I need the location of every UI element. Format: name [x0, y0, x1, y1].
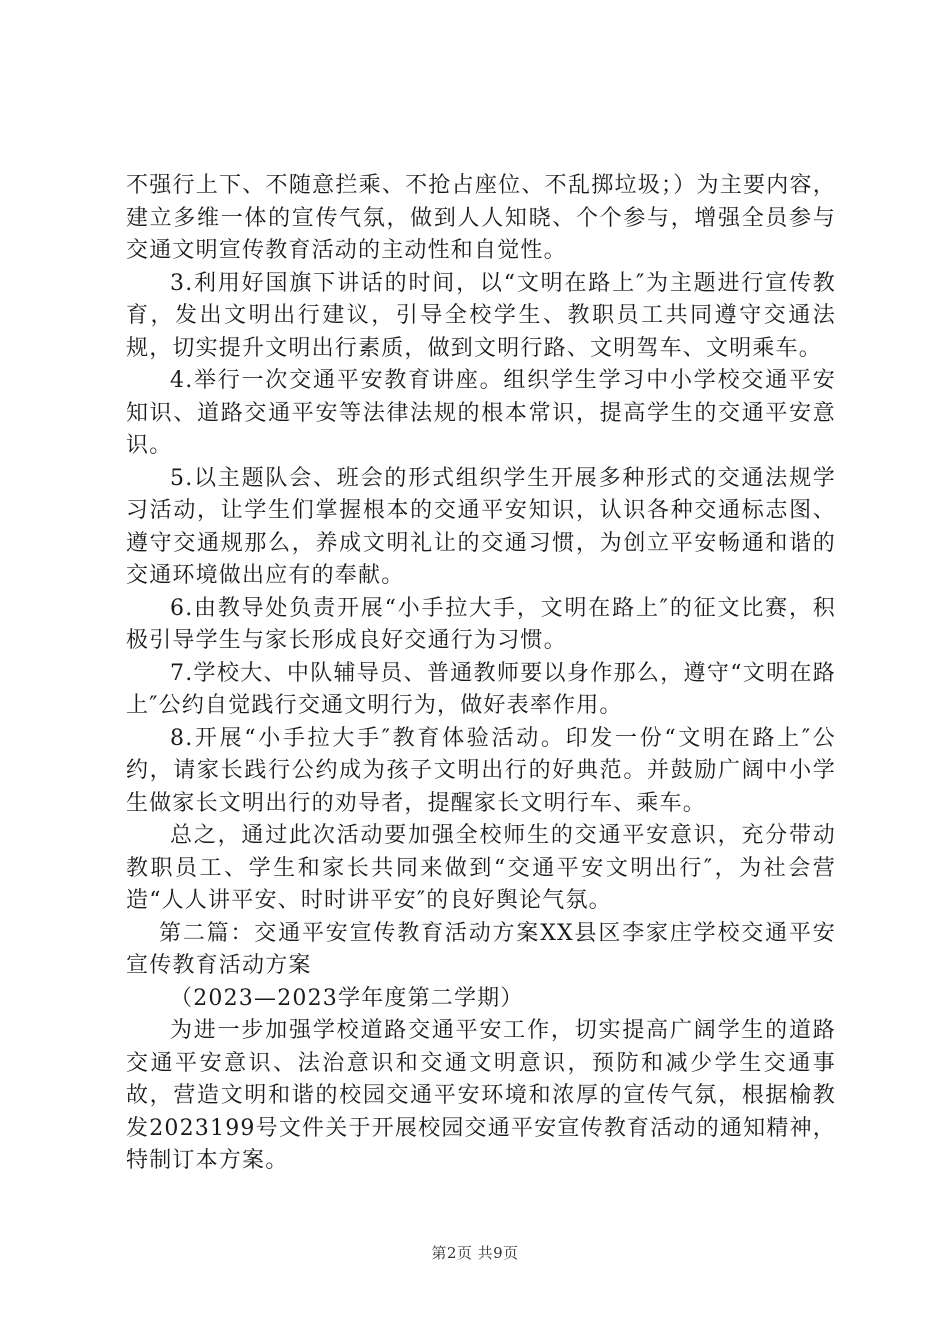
document-body	[126, 170, 836, 1178]
paragraph-intro: 为进一步加强学校道路交通平安工作，切实提高广阔学生的道路交通平安意识、法治意识和交通文明意识，预防和减少学生交通事故，营造文明和谐的校园交通平安环境和浓厚的宣传气氛，根据榆教发2023199号文件关于开展校园交通平安宣传教育活动的通知精神，特制订本方案。	[126, 1018, 836, 1173]
paragraph-item-3: 3.利用好国旗下讲话的时间，以“文明在路上″为主题进行宣传教育，发出文明出行建议，引导全校学生、教职员工共同遵守交通法规，切实提升文明出行素质，做到文明行路、文明驾车、文明乘车。	[126, 270, 836, 361]
paragraph-item-4: 4.举行一次交通平安教育讲座。组织学生学习中小学校交通平安知识、道路交通平安等法律法规的根本常识，提高学生的交通平安意识。	[126, 368, 836, 458]
paragraph-continuation: 不强行上下、不随意拦乘、不抢占座位、不乱掷垃圾；）为主要内容，建立多维一体的宣传气氛，做到人人知晓、个个参与，增强全员参与交通文明宣传教育活动的主动性和自觉性。	[126, 173, 836, 263]
section-heading: 第二篇：交通平安宣传教育活动方案XX县区李家庄学校交通平安宣传教育活动方案	[126, 920, 836, 978]
paragraph-summary: 总之，通过此次活动要加强全校师生的交通平安意识，充分带动教职员工、学生和家长共同来做到“交通平安文明出行″，为社会营造“人人讲平安、时时讲平安″的良好舆论气氛。	[126, 823, 836, 913]
paragraph-item-7: 7.学校大、中队辅导员、普通教师要以身作那么，遵守“文明在路上″公约自觉践行交通文明行为，做好表率作用。	[126, 660, 836, 718]
paragraph-item-6: 6.由教导处负责开展“小手拉大手，文明在路上″的征文比赛，积极引导学生与家长形成良好交通行为习惯。	[126, 595, 836, 653]
paragraph-item-5: 5.以主题队会、班会的形式组织学生开展多种形式的交通法规学习活动，让学生们掌握根本的交通平安知识，认识各种交通标志图、遵守交通规那么，养成文明礼让的交通习惯，为创立平安畅通和谐的交通环境做出应有的奉献。	[126, 465, 836, 588]
paragraph-item-8: 8.开展“小手拉大手″教育体验活动。印发一份“文明在路上″公约，请家长践行公约成为孩子文明出行的好典范。并鼓励广阔中小学生做家长文明出行的劝导者，提醒家长文明行车、乘车。	[126, 725, 836, 816]
page-footer: 第2页 共9页	[431, 1244, 519, 1262]
semester-line: （2023—2023学年度第二学期）	[170, 985, 524, 1011]
